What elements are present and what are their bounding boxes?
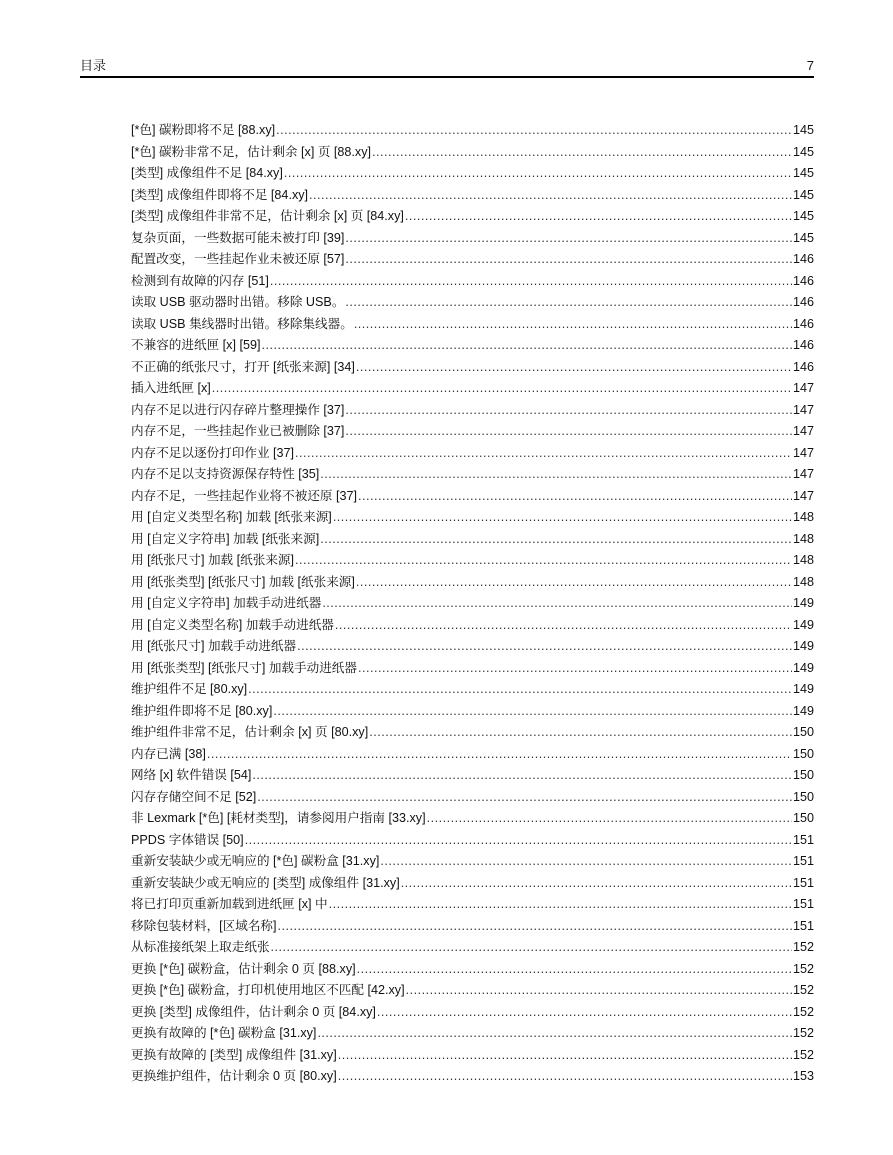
toc-dot-leader bbox=[248, 679, 792, 701]
toc-dot-leader bbox=[345, 400, 792, 422]
toc-entry-label[interactable]: 移除包装材料，[区域名称] bbox=[131, 918, 277, 933]
toc-dot-leader bbox=[317, 1023, 792, 1045]
toc-entry-label[interactable]: [*色] 碳粉非常不足，估计剩余 [x] 页 [88.xy] bbox=[131, 144, 372, 159]
toc-entry[interactable] bbox=[131, 744, 814, 766]
toc-entry[interactable] bbox=[131, 873, 814, 895]
toc-entry[interactable] bbox=[131, 550, 814, 572]
toc-entry-label[interactable]: [类型] 成像组件不足 [84.xy] bbox=[131, 166, 283, 180]
toc-dot-leader bbox=[252, 765, 792, 787]
toc-entry-label[interactable]: 不兼容的进纸匣 [x] [59] bbox=[131, 338, 261, 352]
toc-dot-leader bbox=[345, 421, 792, 443]
toc-dot-leader bbox=[297, 636, 792, 658]
toc-entry[interactable] bbox=[131, 271, 814, 293]
toc-dot-leader bbox=[276, 120, 792, 142]
toc-entry-page[interactable]: 150 bbox=[792, 725, 814, 739]
toc-entry-page[interactable]: 146 bbox=[792, 295, 814, 309]
toc-entry-page[interactable]: 148 bbox=[792, 510, 814, 524]
toc-entry-label[interactable]: 非 Lexmark [*色] [耗材类型]，请参阅用户指南 [33.xy] bbox=[131, 811, 426, 825]
toc-dot-leader bbox=[357, 959, 792, 981]
header-title: 目录 bbox=[80, 58, 107, 73]
toc-entry-page[interactable]: 147 bbox=[792, 424, 814, 438]
toc-entry[interactable] bbox=[131, 206, 814, 228]
toc-entry-label[interactable]: 内存不足，一些挂起作业将不被还原 [37] bbox=[131, 488, 358, 503]
toc-entry-label[interactable]: 读取 USB 集线器时出错。移除集线器。 bbox=[131, 316, 353, 331]
toc-entry-page[interactable]: 145 bbox=[792, 166, 814, 180]
toc-entry-label[interactable]: 内存已满 [38] bbox=[131, 746, 206, 761]
toc-dot-leader bbox=[212, 378, 792, 400]
toc-entry-page[interactable]: 147 bbox=[792, 467, 814, 481]
toc-entry-page[interactable]: 151 bbox=[792, 832, 814, 847]
toc-entry-label[interactable]: 内存不足以进行闪存碎片整理操作 [37] bbox=[131, 402, 345, 417]
toc-entry-page[interactable]: 152 bbox=[792, 983, 814, 997]
toc-dot-leader bbox=[207, 744, 792, 766]
toc-dot-leader bbox=[356, 357, 792, 379]
toc-entry[interactable] bbox=[131, 593, 814, 615]
toc-entry[interactable] bbox=[131, 464, 814, 486]
toc-dot-leader bbox=[354, 314, 792, 336]
toc-dot-leader bbox=[245, 830, 792, 852]
toc-entry-label[interactable]: 不正确的纸张尺寸，打开 [纸张来源] [34] bbox=[131, 359, 355, 374]
toc-entry-page[interactable]: 153 bbox=[792, 1069, 814, 1083]
toc-entry-page[interactable]: 152 bbox=[792, 1004, 814, 1019]
toc-dot-leader bbox=[401, 873, 792, 895]
toc-dot-leader bbox=[257, 787, 792, 809]
toc-dot-leader bbox=[345, 292, 792, 314]
toc-entry[interactable] bbox=[131, 421, 814, 443]
toc-entry[interactable] bbox=[131, 722, 814, 744]
toc-dot-leader bbox=[322, 593, 792, 615]
toc-entry-page[interactable]: 150 bbox=[792, 789, 814, 804]
toc-dot-leader bbox=[333, 507, 792, 529]
toc-entry-page[interactable]: 148 bbox=[792, 553, 814, 567]
toc-entry[interactable] bbox=[131, 916, 814, 938]
toc-entry[interactable] bbox=[131, 507, 814, 529]
toc-entry-label[interactable]: 用 [纸张类型] [纸张尺寸] 加载 [纸张来源] bbox=[131, 574, 355, 589]
toc-entry[interactable] bbox=[131, 120, 814, 142]
toc-entry-page[interactable]: 145 bbox=[792, 209, 814, 223]
toc-entry-label[interactable]: 维护组件不足 [80.xy] bbox=[131, 682, 248, 696]
toc-entry-label[interactable]: 插入进纸匣 [x] bbox=[131, 381, 211, 395]
toc-entry[interactable] bbox=[131, 894, 814, 916]
toc-dot-leader bbox=[309, 185, 792, 207]
toc-entry-label[interactable]: 用 [自定义类型名称] 加载 [纸张来源] bbox=[131, 510, 332, 524]
toc-entry-page[interactable]: 146 bbox=[792, 273, 814, 288]
toc-entry-label[interactable]: 将已打印页重新加载到进纸匣 [x] 中 bbox=[131, 897, 328, 911]
toc-entry[interactable] bbox=[131, 658, 814, 680]
toc-entry[interactable] bbox=[131, 228, 814, 250]
toc-entry-page[interactable]: 145 bbox=[792, 144, 814, 159]
toc-entry[interactable] bbox=[131, 400, 814, 422]
toc-dot-leader bbox=[427, 808, 792, 830]
toc-entry-page[interactable]: 150 bbox=[792, 746, 814, 761]
toc-entry[interactable] bbox=[131, 765, 814, 787]
toc-entry-page[interactable]: 146 bbox=[792, 359, 814, 374]
toc-dot-leader bbox=[358, 486, 792, 508]
toc-dot-leader bbox=[295, 443, 792, 465]
toc-entry[interactable] bbox=[131, 679, 814, 701]
toc-entry-page[interactable]: 147 bbox=[792, 381, 814, 395]
toc-entry-label[interactable]: 用 [纸张尺寸] 加载 [纸张来源] bbox=[131, 553, 295, 567]
toc-entry-page[interactable]: 149 bbox=[792, 660, 814, 675]
toc-entry[interactable] bbox=[131, 292, 814, 314]
toc-entry-label[interactable]: 重新安装缺少或无响应的 [*色] 碳粉盒 [31.xy] bbox=[131, 854, 380, 868]
toc-entry-label[interactable]: 复杂页面，一些数据可能未被打印 [39] bbox=[131, 230, 345, 245]
toc-entry-label[interactable]: PPDS 字体错误 [50] bbox=[131, 832, 244, 847]
toc-entry-label[interactable]: 用 [自定义类型名称] 加载手动进纸器 bbox=[131, 617, 334, 632]
toc-dot-leader bbox=[345, 249, 792, 271]
toc-entry-page[interactable]: 149 bbox=[792, 639, 814, 653]
toc-entry[interactable] bbox=[131, 443, 814, 465]
toc-entry[interactable] bbox=[131, 314, 814, 336]
toc-entry[interactable] bbox=[131, 249, 814, 271]
toc-entry-page[interactable]: 147 bbox=[792, 445, 814, 460]
toc-entry[interactable] bbox=[131, 615, 814, 637]
toc-dot-leader bbox=[329, 894, 792, 916]
toc-entry[interactable] bbox=[131, 357, 814, 379]
toc-entry[interactable] bbox=[131, 335, 814, 357]
toc-dot-leader bbox=[372, 142, 792, 164]
toc-entry[interactable] bbox=[131, 980, 814, 1002]
toc-dot-leader bbox=[284, 163, 792, 185]
toc-entry-label[interactable]: 维护组件即将不足 [80.xy] bbox=[131, 703, 273, 718]
toc-entry[interactable] bbox=[131, 378, 814, 400]
toc-entry-page[interactable]: 150 bbox=[792, 811, 814, 825]
toc-dot-leader bbox=[320, 464, 792, 486]
toc-entry-page[interactable]: 147 bbox=[792, 488, 814, 503]
toc-dot-leader bbox=[345, 228, 792, 250]
toc-entry-page[interactable]: 151 bbox=[792, 897, 814, 911]
toc-entry[interactable] bbox=[131, 185, 814, 207]
toc-entry-label[interactable]: 更换有故障的 [类型] 成像组件 [31.xy] bbox=[131, 1047, 337, 1062]
toc-entry-label[interactable]: 读取 USB 驱动器时出错。移除 USB。 bbox=[131, 295, 345, 309]
toc-entry-label[interactable]: 用 [纸张类型] [纸张尺寸] 加载手动进纸器 bbox=[131, 660, 357, 675]
toc-entry-page[interactable]: 145 bbox=[792, 123, 814, 137]
toc-entry-label[interactable]: 网络 [x] 软件错误 [54] bbox=[131, 768, 252, 782]
toc-entry-label[interactable]: 更换维护组件，估计剩余 0 页 [80.xy] bbox=[131, 1069, 337, 1083]
toc-entry[interactable] bbox=[131, 529, 814, 551]
toc-entry-label[interactable]: 闪存存储空间不足 [52] bbox=[131, 789, 257, 804]
toc-dot-leader bbox=[377, 1002, 792, 1024]
toc-entry-page[interactable]: 147 bbox=[792, 402, 814, 417]
toc-dot-leader bbox=[369, 722, 792, 744]
toc-entry[interactable] bbox=[131, 701, 814, 723]
toc-entry-label[interactable]: 配置改变，一些挂起作业未被还原 [57] bbox=[131, 252, 345, 266]
toc-entry-label[interactable]: 更换有故障的 [*色] 碳粉盒 [31.xy] bbox=[131, 1026, 317, 1040]
toc-entry-label[interactable]: 维护组件非常不足，估计剩余 [x] 页 [80.xy] bbox=[131, 725, 369, 739]
toc-entry-page[interactable]: 152 bbox=[792, 961, 814, 976]
toc-dot-leader bbox=[406, 980, 792, 1002]
toc-entry[interactable] bbox=[131, 1002, 814, 1024]
toc-entry[interactable] bbox=[131, 937, 814, 959]
toc-entry[interactable] bbox=[131, 142, 814, 164]
toc-entry-label[interactable]: 内存不足以逐份打印作业 [37] bbox=[131, 445, 295, 460]
toc-entry-label[interactable]: 用 [自定义字符串] 加载手动进纸器 bbox=[131, 596, 322, 610]
toc-entry-label[interactable]: 检测到有故障的闪存 [51] bbox=[131, 273, 269, 288]
toc-entry-label[interactable]: 从标准接纸架上取走纸张 bbox=[131, 940, 270, 954]
toc-entry[interactable] bbox=[131, 1045, 814, 1067]
toc-entry-page[interactable]: 151 bbox=[792, 854, 814, 868]
toc-entry-label[interactable]: 用 [自定义字符串] 加载 [纸张来源] bbox=[131, 531, 320, 546]
toc-dot-leader bbox=[335, 615, 792, 637]
toc-entry-page[interactable]: 149 bbox=[792, 596, 814, 610]
toc-entry-page[interactable]: 149 bbox=[792, 682, 814, 696]
toc-entry-page[interactable]: 145 bbox=[792, 230, 814, 245]
toc-entry-page[interactable]: 151 bbox=[792, 918, 814, 933]
toc-entry-page[interactable]: 148 bbox=[792, 574, 814, 589]
toc-entry-page[interactable]: 148 bbox=[792, 531, 814, 546]
toc-dot-leader bbox=[278, 916, 792, 938]
header-page-number: 7 bbox=[806, 58, 814, 73]
toc-entry[interactable] bbox=[131, 808, 814, 830]
toc-entry[interactable] bbox=[131, 959, 814, 981]
toc-dot-leader bbox=[261, 335, 792, 357]
toc-dot-leader bbox=[356, 572, 792, 594]
toc-entry-page[interactable]: 149 bbox=[792, 617, 814, 632]
toc-dot-leader bbox=[358, 658, 792, 680]
toc-entry-page[interactable]: 151 bbox=[792, 875, 814, 890]
toc-dot-leader bbox=[273, 701, 792, 723]
toc-entry-label[interactable]: 内存不足，一些挂起作业已被删除 [37] bbox=[131, 424, 345, 438]
toc-entry-label[interactable]: 内存不足以支持资源保存特性 [35] bbox=[131, 467, 320, 481]
toc-entry[interactable] bbox=[131, 572, 814, 594]
toc-entry-label[interactable]: 用 [纸张尺寸] 加载手动进纸器 bbox=[131, 639, 297, 653]
toc-entry[interactable] bbox=[131, 486, 814, 508]
toc-entry-label[interactable]: [*色] 碳粉即将不足 [88.xy] bbox=[131, 123, 276, 137]
toc-entry[interactable] bbox=[131, 163, 814, 185]
toc-entry-page[interactable]: 150 bbox=[792, 768, 814, 782]
toc-entry-page[interactable]: 146 bbox=[792, 316, 814, 331]
toc-entry-page[interactable]: 152 bbox=[792, 940, 814, 954]
toc-dot-leader bbox=[338, 1045, 792, 1067]
toc-entry-page[interactable]: 149 bbox=[792, 703, 814, 718]
toc-dot-leader bbox=[338, 1066, 792, 1088]
toc-dot-leader bbox=[270, 271, 792, 293]
toc-entry[interactable] bbox=[131, 1066, 814, 1088]
table-of-contents bbox=[131, 120, 814, 1088]
toc-entry-page[interactable]: 152 bbox=[792, 1026, 814, 1040]
toc-entry-label[interactable]: 更换 [*色] 碳粉盒，估计剩余 0 页 [88.xy] bbox=[131, 961, 356, 976]
toc-dot-leader bbox=[295, 550, 792, 572]
toc-dot-leader bbox=[380, 851, 792, 873]
toc-entry-page[interactable]: 146 bbox=[792, 252, 814, 266]
toc-entry[interactable] bbox=[131, 636, 814, 658]
toc-entry-label[interactable]: 重新安装缺少或无响应的 [类型] 成像组件 [31.xy] bbox=[131, 875, 400, 890]
toc-entry-label[interactable]: 更换 [*色] 碳粉盒，打印机使用地区不匹配 [42.xy] bbox=[131, 983, 405, 997]
toc-entry-page[interactable]: 146 bbox=[792, 338, 814, 352]
toc-dot-leader bbox=[320, 529, 792, 551]
toc-entry-label[interactable]: 更换 [类型] 成像组件，估计剩余 0 页 [84.xy] bbox=[131, 1004, 376, 1019]
toc-entry[interactable] bbox=[131, 851, 814, 873]
toc-entry[interactable] bbox=[131, 830, 814, 852]
toc-entry[interactable] bbox=[131, 1023, 814, 1045]
toc-entry-label[interactable]: [类型] 成像组件即将不足 [84.xy] bbox=[131, 187, 309, 202]
toc-entry-label[interactable]: [类型] 成像组件非常不足，估计剩余 [x] 页 [84.xy] bbox=[131, 209, 404, 223]
page-header bbox=[80, 58, 814, 78]
toc-dot-leader bbox=[405, 206, 792, 228]
toc-entry-page[interactable]: 145 bbox=[792, 187, 814, 202]
toc-entry[interactable] bbox=[131, 787, 814, 809]
toc-dot-leader bbox=[271, 937, 792, 959]
toc-entry-page[interactable]: 152 bbox=[792, 1047, 814, 1062]
